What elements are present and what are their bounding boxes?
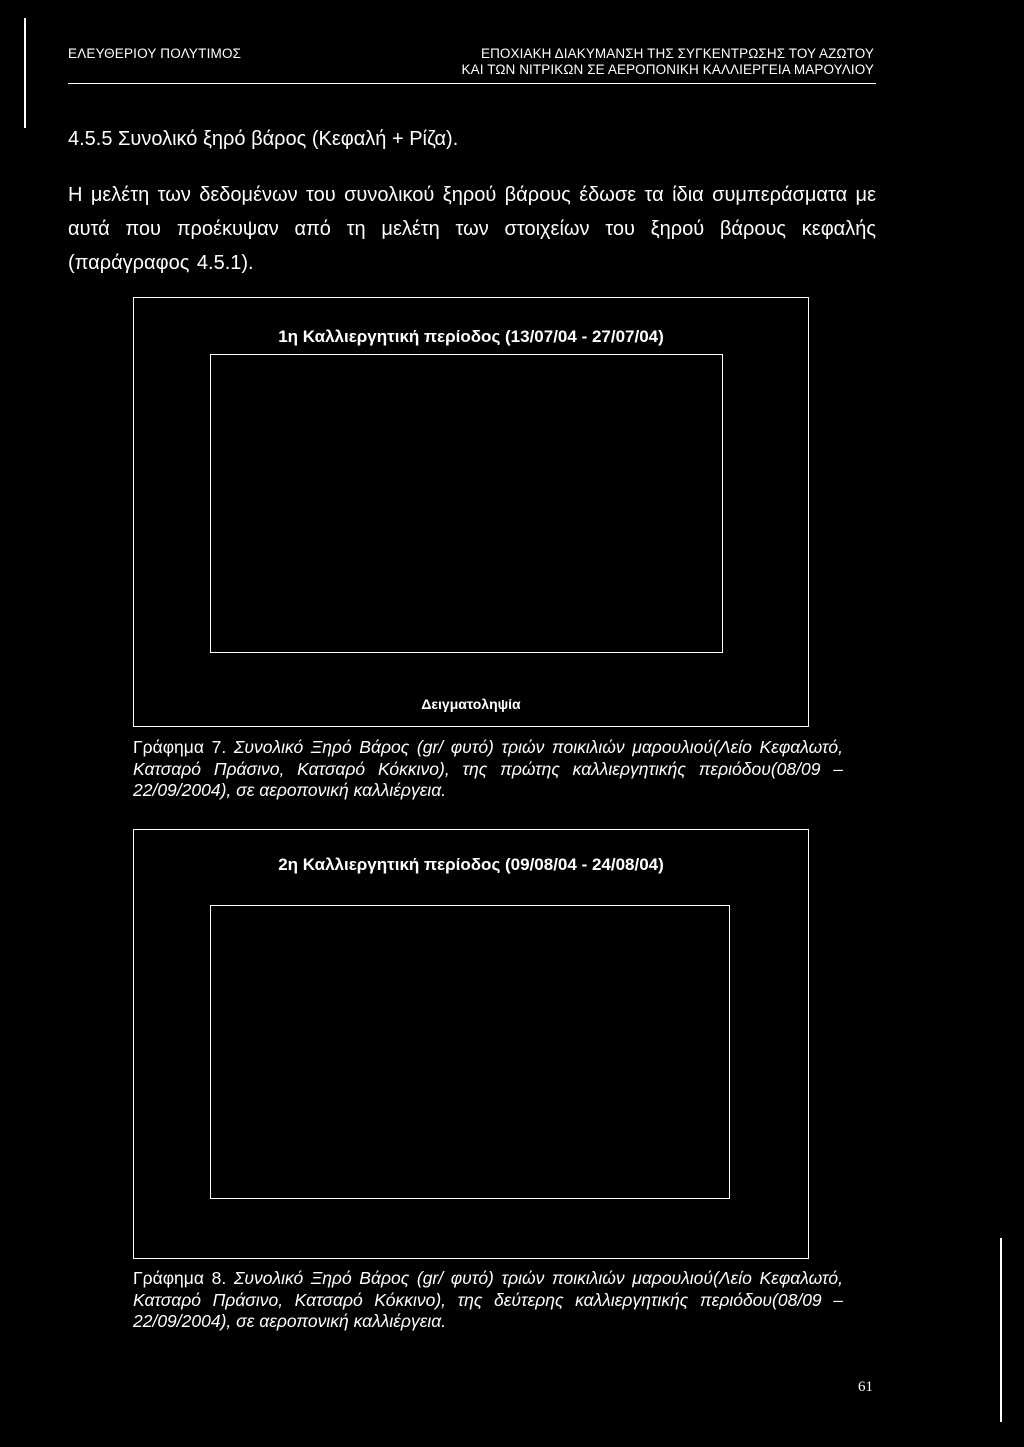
chart-1-caption-number: Γράφημα 7. — [133, 737, 227, 757]
header-title-line-2: ΚΑΙ ΤΩΝ ΝΙΤΡΙΚΩΝ ΣΕ ΑΕΡΟΠΟΝΙΚΗ ΚΑΛΛΙΕΡΓΕΙΑ ΜΑΡΟΥΛΙΟΥ — [461, 62, 874, 77]
chart-1-caption-text: Συνολικό Ξηρό Βάρος (gr/ φυτό) τριών ποικιλιών μαρουλιού(Λείο Κεφαλωτό, Κατσαρό Πράσινο, Κατσαρό Κόκκινο), της πρώτης καλλιεργητικής περιόδου(08/09 – 22/09/2004), σε αεροπονική καλλιέργεια. — [133, 737, 843, 800]
chart-1-title: 1η Καλλιεργητική περίοδος (13/07/04 - 27/07/04) — [278, 327, 664, 346]
chart-2-title: 2η Καλλιεργητική περίοδος (09/08/04 - 24/08/04) — [278, 855, 664, 874]
body-paragraph: Η μελέτη των δεδομένων του συνολικού ξηρού βάρους έδωσε τα ίδια συμπεράσματα με αυτά που προέκυψαν από τη μελέτη των στοιχείων του ξηρού βάρους κεφαλής (παράγραφος 4.5.1). — [68, 184, 876, 274]
header-author: ΕΛΕΥΘΕΡΙΟΥ ΠΟΛΥΤΙΜΟΣ — [68, 46, 242, 61]
page-number: 61 — [858, 1379, 873, 1395]
chart-1-plot-area — [210, 354, 723, 653]
chart-2-plot-area — [210, 905, 730, 1199]
header-divider — [68, 83, 876, 84]
chart-2-frame — [133, 829, 809, 1259]
header-title-line-1: ΕΠΟΧΙΑΚΗ ΔΙΑΚΥΜΑΝΣΗ ΤΗΣ ΣΥΓΚΕΝΤΡΩΣΗΣ ΤΟΥ ΑΖΩΤΟΥ — [480, 46, 874, 61]
section-heading: 4.5.5 Συνολικό ξηρό βάρος (Κεφαλή + Ρίζα). — [68, 128, 459, 150]
right-margin-line — [1000, 1238, 1002, 1422]
chart-1-caption — [133, 737, 843, 802]
header-title — [462, 46, 874, 78]
chart-2-caption-text: Συνολικό Ξηρό Βάρος (gr/ φυτό) τριών ποικιλιών μαρουλιού(Λείο Κεφαλωτό, Κατσαρό Πράσινο, Κατσαρό Κόκκινο), της δεύτερης καλλιεργητικής περιόδου(08/09 – 22/09/2004), σε αεροπονική καλλιέργεια. — [133, 1268, 843, 1331]
chart-2-caption-number: Γράφημα 8. — [133, 1268, 227, 1288]
chart-2-caption — [133, 1268, 843, 1333]
left-margin-line — [24, 18, 26, 128]
chart-1-frame — [133, 297, 809, 727]
chart-1-x-axis-label: Δειγματοληψία — [421, 696, 521, 712]
